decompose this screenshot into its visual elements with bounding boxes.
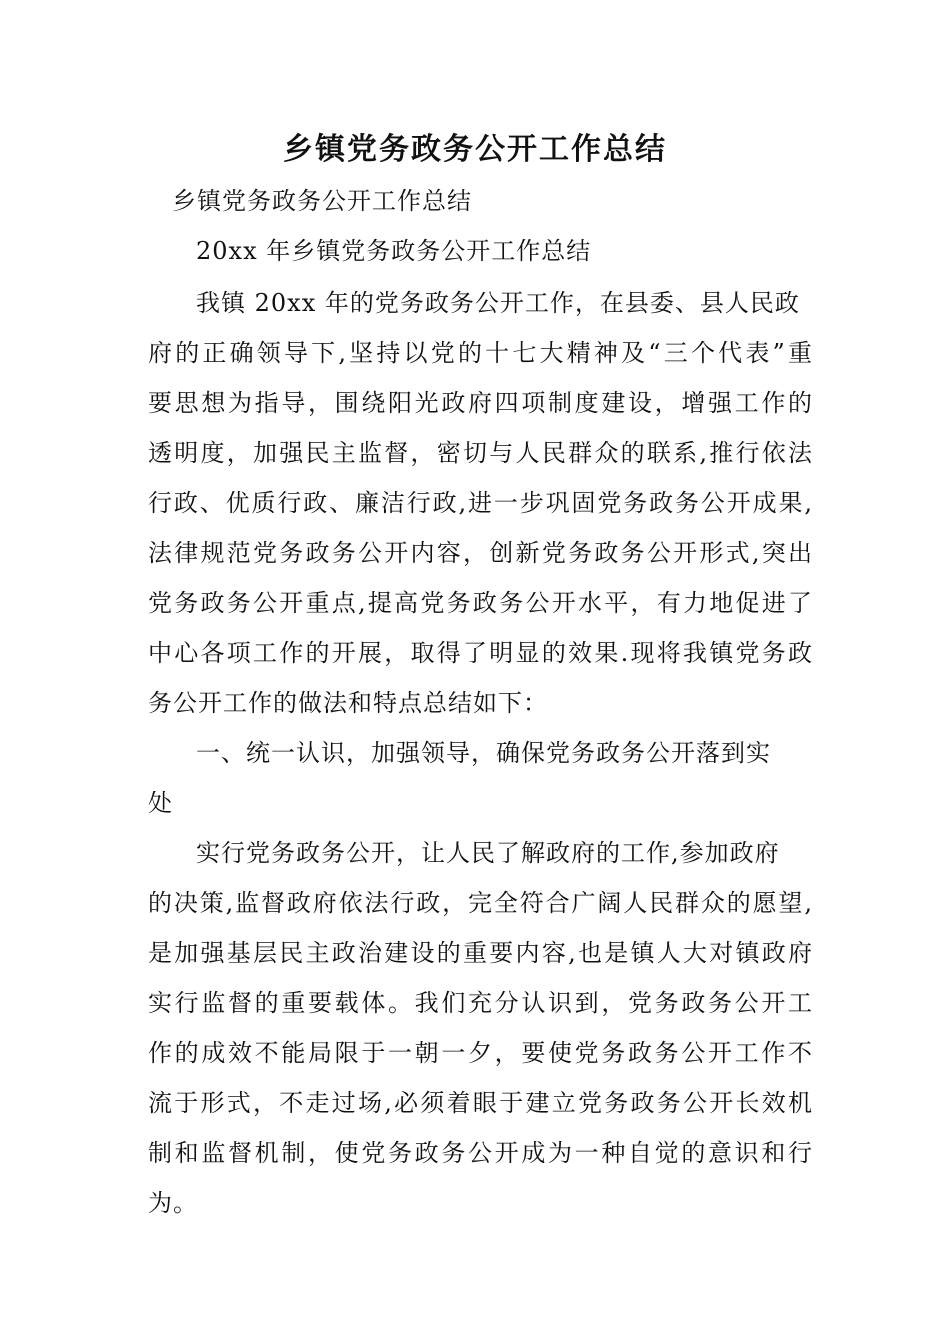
section-heading: 一、统一认识，加强领导，确保党务政务公开落到实 bbox=[196, 739, 771, 767]
subtitle-line: 乡镇党务政务公开工作总结 bbox=[172, 187, 472, 215]
paragraph-line: 流于形式，不走过场,必须着眼于建立党务政务公开长效机 bbox=[148, 1089, 813, 1117]
paragraph-line: 党务政务公开重点,提高党务政务公开水平，有力地促进了 bbox=[148, 589, 813, 617]
paragraph-line: 透明度，加强民主监督，密切与人民群众的联系,推行依法 bbox=[148, 439, 813, 467]
paragraph-line: 行政、优质行政、廉洁行政,进一步巩固党务政务公开成果, bbox=[148, 489, 813, 517]
paragraph-line: 府的正确领导下,坚持以党的十七大精神及“三个代表”重 bbox=[148, 339, 813, 367]
section-heading: 处 bbox=[148, 789, 173, 817]
paragraph-line: 为。 bbox=[148, 1189, 198, 1217]
paragraph-line: 作的成效不能局限于一朝一夕，要使党务政务公开工作不 bbox=[148, 1039, 813, 1067]
document-title: 乡镇党务政务公开工作总结 bbox=[283, 132, 667, 167]
paragraph-line: 实行监督的重要载体。我们充分认识到，党务政务公开工 bbox=[148, 989, 813, 1017]
paragraph-line: 实行党务政务公开，让人民了解政府的工作,参加政府 bbox=[196, 839, 780, 867]
paragraph-line: 是加强基层民主政治建设的重要内容,也是镇人大对镇政府 bbox=[148, 939, 813, 967]
paragraph-line: 法律规范党务政务公开内容，创新党务政务公开形式,突出 bbox=[148, 539, 813, 567]
paragraph-line: 要思想为指导，围绕阳光政府四项制度建设，增强工作的 bbox=[148, 389, 813, 417]
paragraph-line: 的决策,监督政府依法行政，完全符合广阔人民群众的愿望, bbox=[148, 889, 813, 917]
subtitle-line: 20xx 年乡镇党务政务公开工作总结 bbox=[196, 237, 592, 265]
paragraph-line: 务公开工作的做法和特点总结如下： bbox=[148, 689, 548, 717]
paragraph-line: 我镇 20xx 年的党务政务公开工作，在县委、县人民政 bbox=[196, 289, 800, 317]
paragraph-line: 制和监督机制，使党务政务公开成为一种自觉的意识和行 bbox=[148, 1139, 813, 1167]
paragraph-line: 中心各项工作的开展，取得了明显的效果.现将我镇党务政 bbox=[148, 639, 813, 667]
